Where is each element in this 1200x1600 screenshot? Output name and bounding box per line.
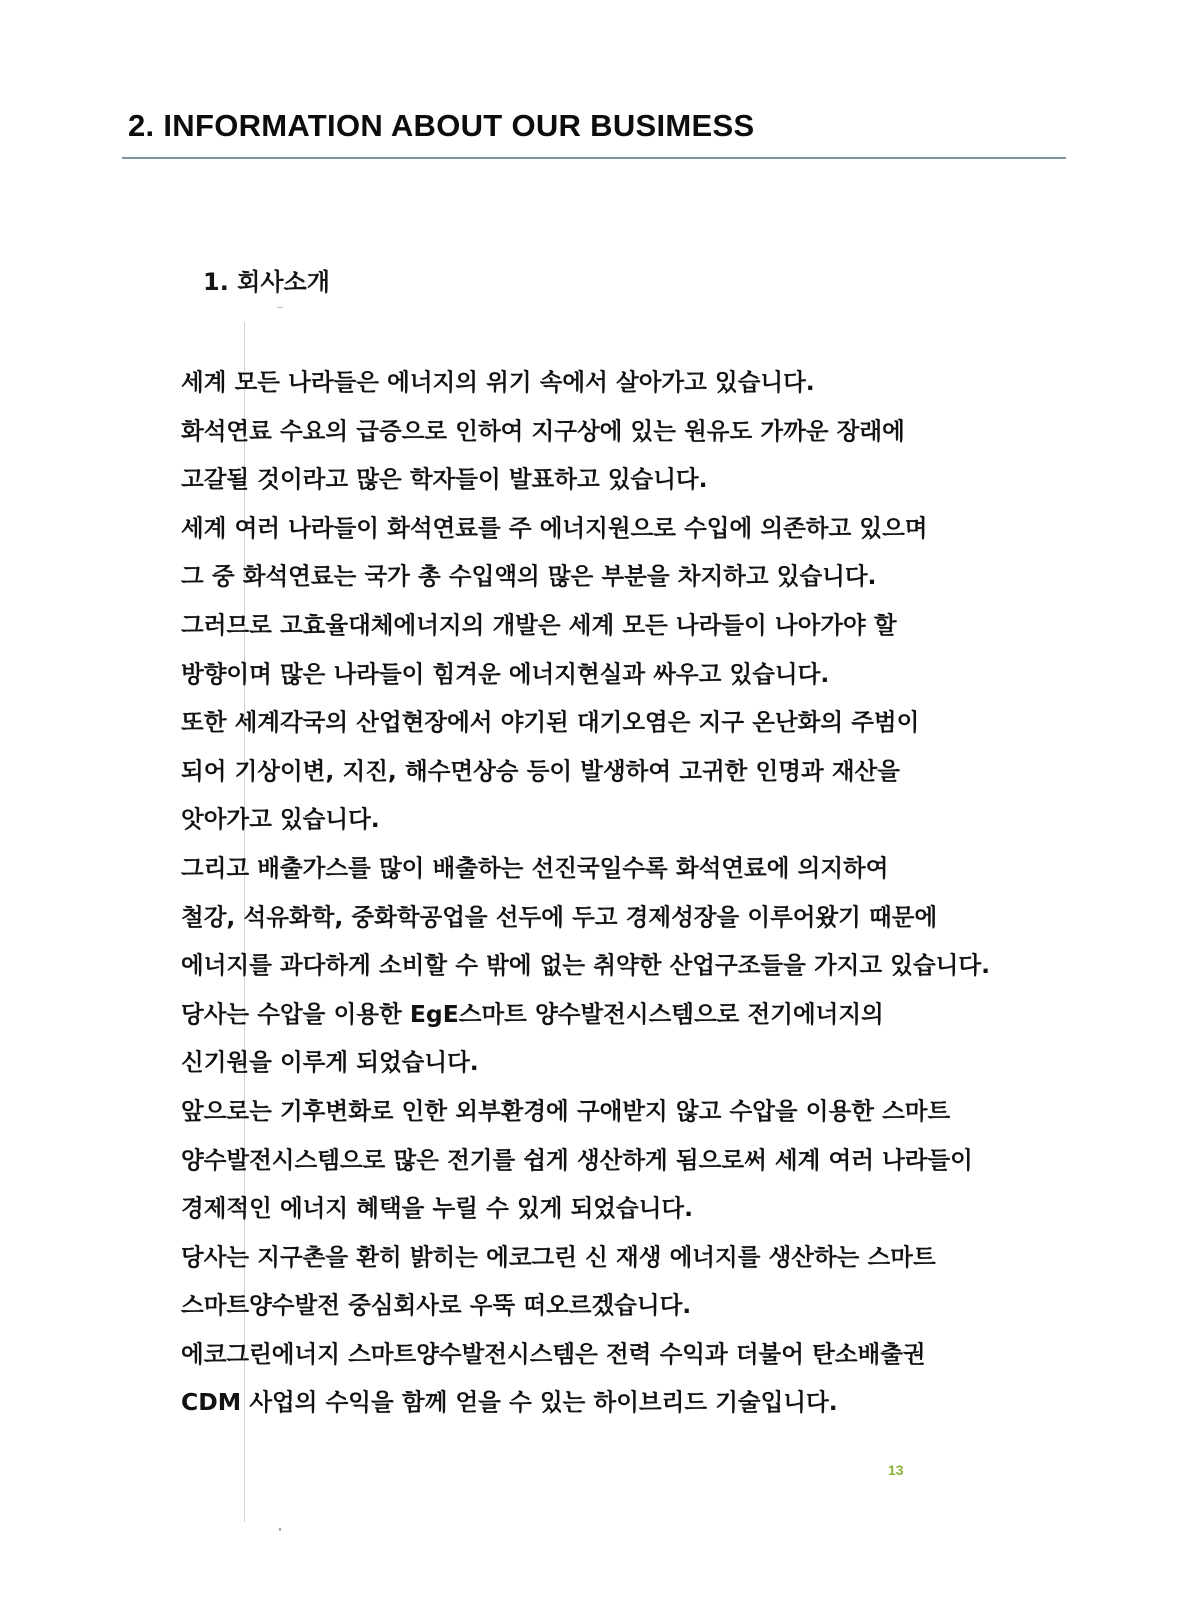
body-line: 세계 여러 나라들이 화석연료를 주 에너지원으로 수입에 의존하고 있으며 bbox=[181, 513, 928, 542]
body-line: 당사는 수압을 이용한 EgE스마트 양수발전시스템으로 전기에너지의 bbox=[181, 999, 884, 1028]
body-line: 앞으로는 기후변화로 인한 외부환경에 구애받지 않고 수압을 이용한 스마트 bbox=[181, 1096, 951, 1125]
heading-rule bbox=[122, 157, 1066, 159]
scan-mark bbox=[277, 307, 283, 308]
body-line: 방향이며 많은 나라들이 힘겨운 에너지현실과 싸우고 있습니다. bbox=[181, 659, 830, 688]
body-line: 당사는 지구촌을 환히 밝히는 에코그린 신 재생 에너지를 생산하는 스마트 bbox=[181, 1242, 936, 1271]
body-line: CDM 사업의 수익을 함께 얻을 수 있는 하이브리드 기술입니다. bbox=[181, 1388, 838, 1417]
body-line: 또한 세계각국의 산업현장에서 야기된 대기오염은 지구 온난화의 주범이 bbox=[181, 708, 920, 737]
body-line: 에너지를 과다하게 소비할 수 밖에 없는 취약한 산업구조들을 가지고 있습니다. bbox=[181, 951, 990, 980]
body-line: 세계 모든 나라들은 에너지의 위기 속에서 살아가고 있습니다. bbox=[181, 368, 815, 396]
subsection-heading: 1. 회사소개 bbox=[203, 268, 330, 296]
body-line: 그러므로 고효율대체에너지의 개발은 세계 모든 나라들이 나아가야 할 bbox=[181, 610, 897, 639]
body-line: 스마트양수발전 중심회사로 우뚝 떠오르겠습니다. bbox=[181, 1291, 692, 1320]
body-text bbox=[181, 358, 1191, 1427]
body-line: 신기원을 이루게 되었습니다. bbox=[181, 1048, 479, 1077]
body-line: 그리고 배출가스를 많이 배출하는 선진국일수록 화석연료에 의지하여 bbox=[181, 853, 889, 882]
body-line: 양수발전시스템으로 많은 전기를 쉽게 생산하게 됨으로써 세계 여러 나라들이 bbox=[181, 1145, 973, 1174]
body-line: 경제적인 에너지 혜택을 누릴 수 있게 되었습니다. bbox=[181, 1194, 694, 1223]
scan-mark bbox=[279, 1528, 281, 1531]
body-line: 고갈될 것이라고 많은 학자들이 발표하고 있습니다. bbox=[181, 465, 708, 494]
body-line: 앗아가고 있습니다. bbox=[181, 805, 380, 834]
body-line: 에코그린에너지 스마트양수발전시스템은 전력 수익과 더불어 탄소배출권 bbox=[181, 1339, 926, 1368]
page-number: 13 bbox=[888, 1462, 904, 1478]
section-heading: 2. INFORMATION ABOUT OUR BUSIMESS bbox=[128, 108, 755, 143]
body-line: 철강, 석유화학, 중화학공업을 선두에 두고 경제성장을 이루어왔기 때문에 bbox=[181, 902, 938, 931]
body-line: 되어 기상이변, 지진, 해수면상승 등이 발생하여 고귀한 인명과 재산을 bbox=[181, 756, 900, 785]
body-line: 그 중 화석연료는 국가 총 수입액의 많은 부분을 차지하고 있습니다. bbox=[181, 562, 877, 591]
body-line: 화석연료 수요의 급증으로 인하여 지구상에 있는 원유도 가까운 장래에 bbox=[181, 416, 905, 445]
